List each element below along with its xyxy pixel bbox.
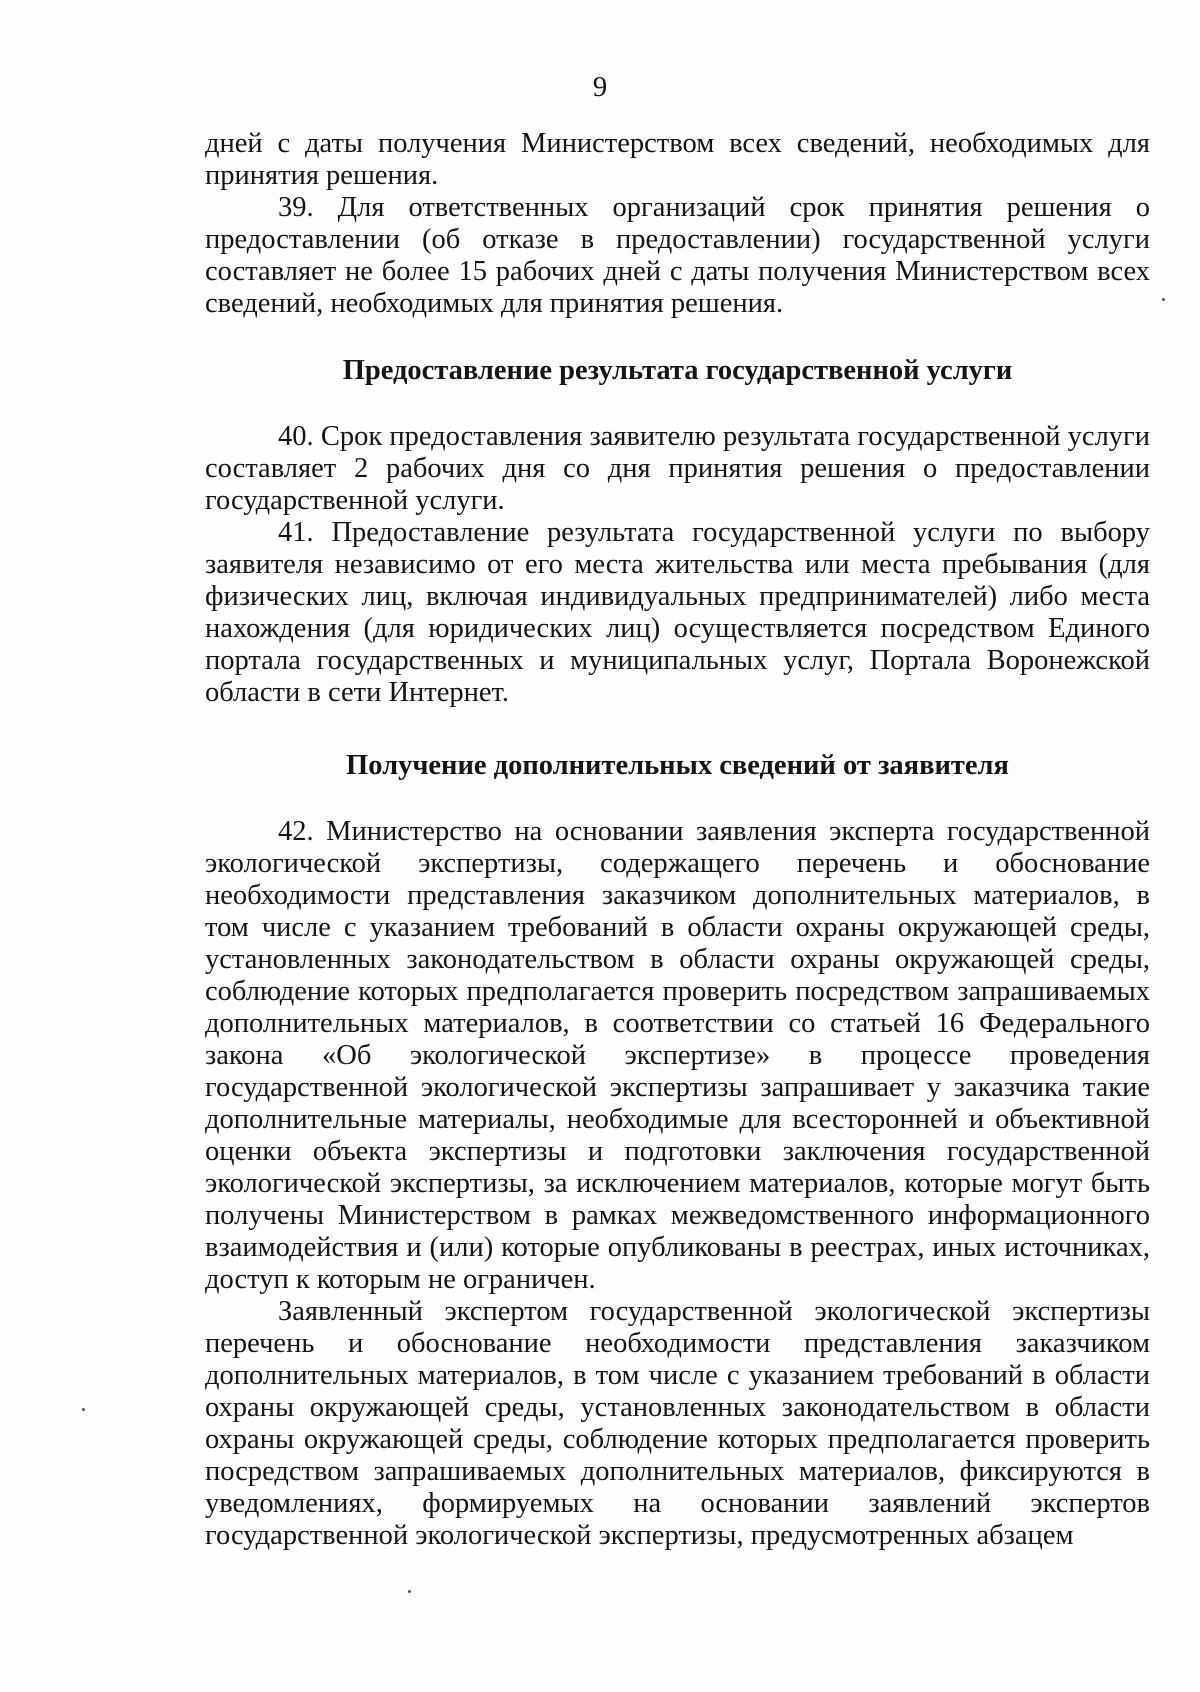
paragraph-42-continued: Заявленный экспертом государственной экологической экспертизы перечень и обоснование необходимости представления заказчиком дополнительных материалов, в том числе с указанием требований в области охраны окружающей среды, установленных законодательством в области охраны окружающей среды, соблюдение которых предполагается проверить посредством запрашиваемых дополнительных материалов, фиксируются в уведомлениях, формируемых на основании заявлений экспертов государственной экологической экспертизы, предусмотренных абзацем [205, 1296, 1150, 1551]
text-block-additional-info [205, 816, 1150, 1552]
paragraph-41: 41. Предоставление результата государственной услуги по выбору заявителя независимо от его места жительства или места пребывания (для физических лиц, включая индивидуальных предпринимателей) либо места нахождения (для юридических лиц) осуществляется посредством Единого портала государственных и муниципальных услуг, Портала Воронежской области в сети Интернет. [205, 517, 1150, 708]
section-heading-additional-info: Получение дополнительных сведений от заявителя [346, 750, 1009, 781]
section-heading-result: Предоставление результата государственной услуги [342, 355, 1013, 386]
page-number: 9 [592, 71, 608, 103]
scan-speck [1162, 298, 1165, 301]
scan-speck [82, 1408, 85, 1411]
paragraph-continuation: дней с даты получения Министерством всех сведений, необходимых для принятия решения. [205, 128, 1150, 191]
paragraph-42: 42. Министерство на основании заявления эксперта государственной экологической экспертизы, содержащего перечень и обоснование необходимости представления заказчиком дополнительных материалов, в том числе с указанием требований в области охраны окружающей среды, установленных законодательством в области охраны окружающей среды, соблюдение которых предполагается проверить посредством запрашиваемых дополнительных материалов, в соответствии со статьей 16 Федерального закона «Об экологической экспертизе» в процессе проведения государственной экологической экспертизы запрашивает у заказчика такие дополнительные материалы, необходимые для всесторонней и объективной оценки объекта экспертизы и подготовки заключения государственной экологической экспертизы, за исключением материалов, которые могут быть получены Министерством в рамках межведомственного информационного взаимодействия и (или) которые опубликованы в реестрах, иных источниках, доступ к которым не ограничен. [205, 816, 1150, 1295]
text-block-intro [205, 128, 1150, 320]
paragraph-40: 40. Срок предоставления заявителю результата государственной услуги составляет 2 рабочих дня со дня принятия решения о предоставлении государственной услуги. [205, 421, 1150, 516]
scan-speck [408, 1590, 411, 1593]
paragraph-39: 39. Для ответственных организаций срок принятия решения о предоставлении (об отказе в предоставлении) государственной услуги составляет не более 15 рабочих дней с даты получения Министерством всех сведений, необходимых для принятия решения. [205, 192, 1150, 319]
text-block-result [205, 421, 1150, 709]
